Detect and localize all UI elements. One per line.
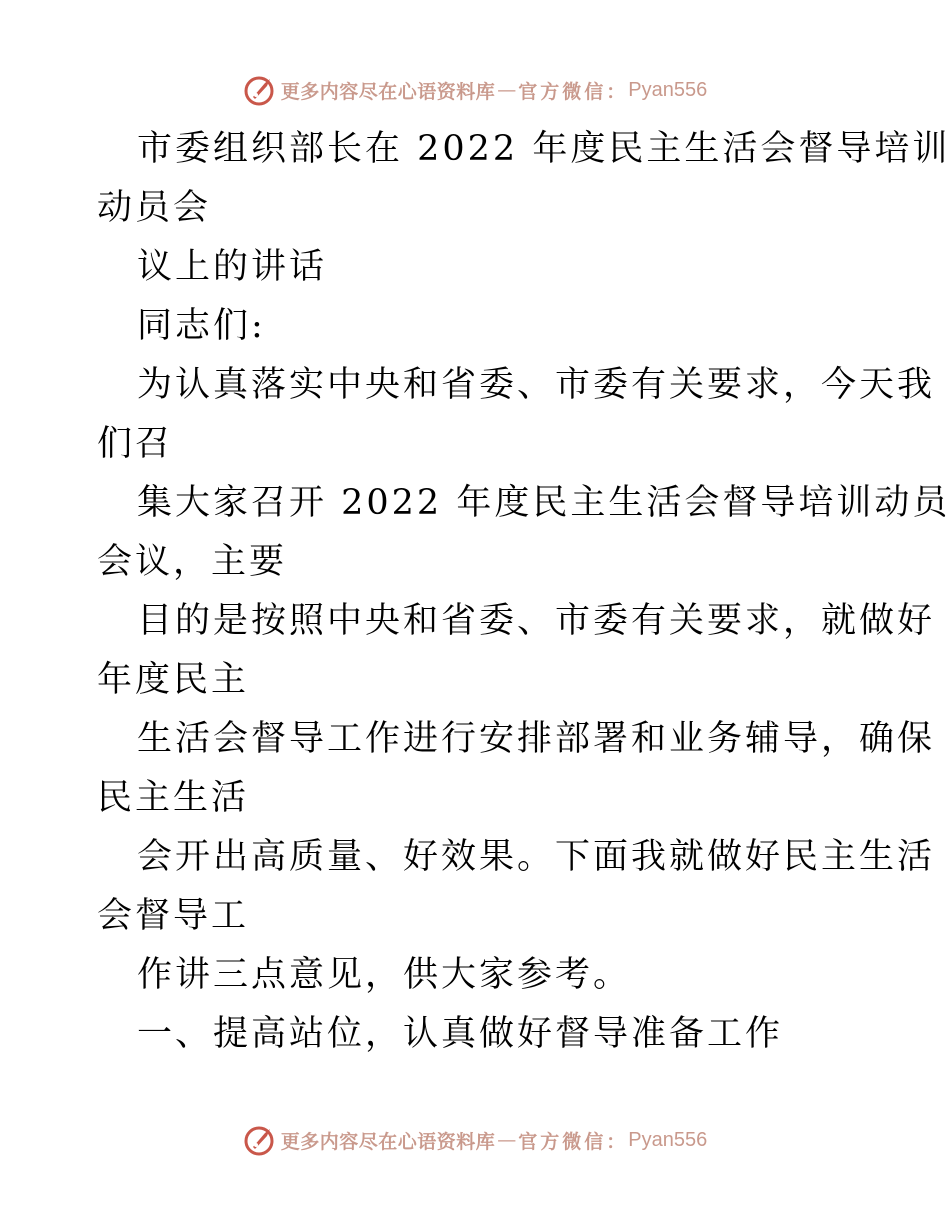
pen-nib-logo-icon	[243, 73, 277, 107]
watermark-dash: —	[497, 1129, 517, 1151]
watermark-dash: —	[497, 79, 517, 101]
paragraph-line: 会议，主要	[97, 542, 288, 582]
title-line-3: 议上的讲话	[137, 247, 328, 287]
paragraph-line: 作讲三点意见，供大家参考。	[137, 955, 632, 995]
salutation: 同志们:	[137, 306, 266, 346]
paragraph-line: 会督导工	[97, 896, 250, 936]
paragraph-line: 们召	[97, 424, 174, 464]
watermark-main-text: 更多内容尽在心语资料库	[280, 1130, 496, 1153]
paragraph-line: 目的是按照中央和省委、市委有关要求，就做好	[137, 601, 936, 641]
title-line-2: 动员会	[97, 188, 212, 228]
paragraph-line: 民主生活	[97, 778, 250, 818]
paragraph-line: 为认真落实中央和省委、市委有关要求，今天我	[137, 365, 936, 405]
paragraph-line: 集大家召开 2022 年度民主生活会督导培训动员	[137, 483, 950, 523]
document-body	[97, 120, 950, 1064]
watermark-sub-text: 官方微信：	[518, 80, 629, 103]
watermark-sub-text: 官方微信：	[518, 1130, 629, 1153]
paragraph-line: 年度民主	[97, 660, 250, 700]
title-line-1: 市委组织部长在 2022 年度民主生活会督导培训	[137, 129, 950, 169]
watermark-wechat-id: Pyan556	[628, 78, 708, 101]
paragraph-line: 生活会督导工作进行安排部署和业务辅导，确保	[137, 719, 936, 759]
paragraph-line: 会开出高质量、好效果。下面我就做好民主生活	[137, 837, 936, 877]
watermark-wechat-id: Pyan556	[628, 1128, 708, 1151]
section-heading: 一、提高站位，认真做好督导准备工作	[137, 1014, 784, 1054]
watermark-main-text: 更多内容尽在心语资料库	[280, 80, 496, 103]
footer-watermark	[0, 1120, 950, 1160]
pen-nib-logo-icon	[243, 1123, 277, 1157]
header-watermark	[0, 70, 950, 110]
